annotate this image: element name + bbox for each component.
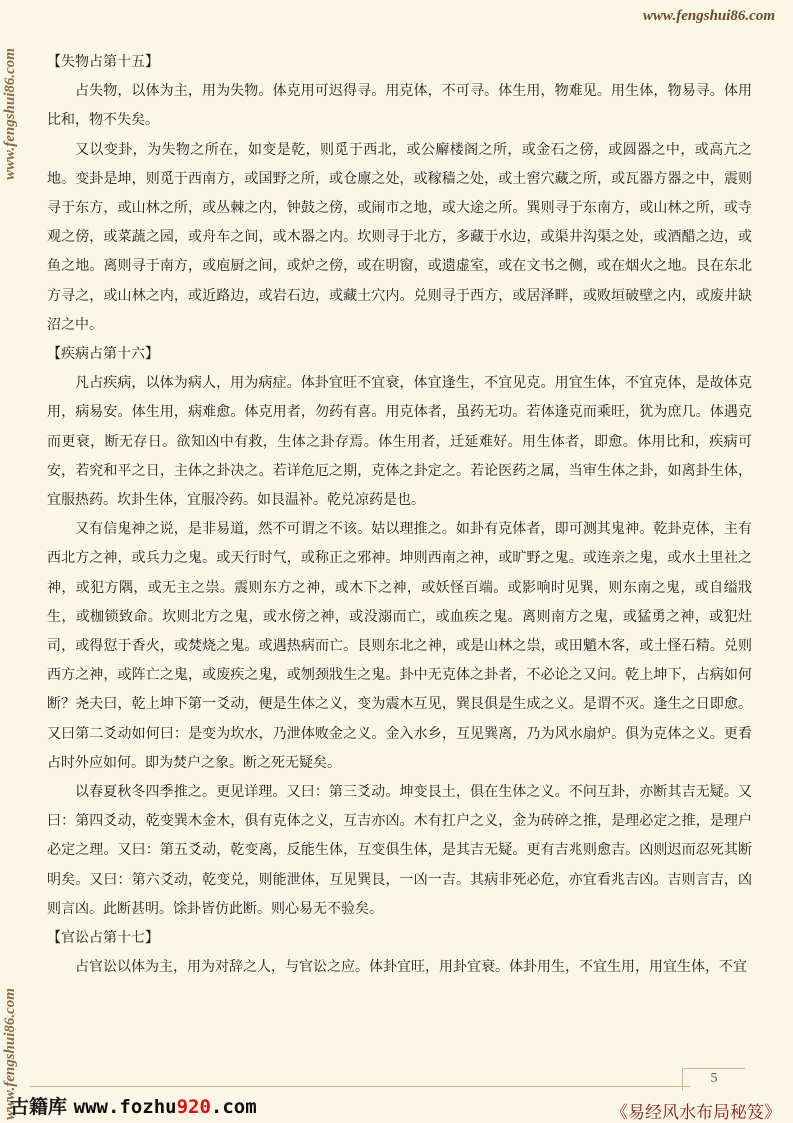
footer-brand-name: 古籍库: [10, 1096, 68, 1118]
paragraph: 占失物，以体为主，用为失物。体克用可迟得寻。用克体，不可寻。体生用，物难见。用生体，物易寻。体用比和，物不失矣。: [47, 83, 752, 129]
side-watermark-top: www.fengshui86.com: [2, 48, 18, 180]
document-body: [47, 48, 752, 983]
footer-divider: [30, 1086, 690, 1087]
page-number: 5: [682, 1068, 745, 1091]
paragraph: 占官讼以体为主，用为对辞之人，与官讼之应。体卦宜旺，用卦宜衰。体卦用生，不宜生用，用宜生体，不宜: [75, 959, 747, 976]
footer-book-title: 《易经风水布局秘笈》: [611, 1103, 781, 1123]
paragraph: 凡占疾病，以体为病人，用为病症。体卦宜旺不宜衰，体宜逢生，不宜见克。用宜生体，不宜克体，是故体克用，病易安。体生用，病难愈。体克用者，勿药有喜。用克体者，虽药无功。若体逢克而乘旺，犹为庶几。体遇克而更衰，断无存日。欲知凶中有救，生体之卦存焉。体生用者，迁延难好。用生体者，即愈。体用比和，疾病可安，若究和平之日，主体之卦决之。若详危厄之期，克体之卦定之。若论医药之属，当审生体之卦，如离卦生体，宜服热药。坎卦生体，宜服冷药。如艮温补。乾兑凉药是也。: [47, 375, 752, 509]
footer-brand[interactable]: [10, 1092, 257, 1119]
paragraph: 又以变卦，为失物之所在，如变是乾，则觅于西北，或公廨楼阁之所，或金石之傍，或圆器之中，或高亢之地。变卦是坤，则觅于西南方，或国野之所，或仓廪之处，或稼穑之处，或土窖穴藏之所，或瓦器方器之中，震则寻于东方，或山林之所，或丛棘之内，钟鼓之傍，或闹市之地，或大途之所。巽则寻于东南方，或山林之所，或寺观之傍，或菜蔬之园，或舟车之间，或木器之内。坎则寻于北方，多藏于水边，或渠井沟渠之处，或酒醋之边，或鱼之地。离则寻于南方，或庖厨之间，或炉之傍，或在明窗，或遗虚室，或在文书之侧，或在烟火之地。艮在东北方寻之，或山林之内，或近路边，或岩石边，或藏土穴内。兑则寻于西方，或居泽畔，或败垣破壁之内，或废井缺沼之中。: [47, 141, 752, 333]
paragraph: 以春夏秋冬四季推之。更见详理。又曰：第三爻动。坤变艮土，俱在生体之义。不问互卦，亦断其吉无疑。又曰：第四爻动，乾变巽木金木，俱有克体之义，互吉亦凶。木有扛户之义，金为砖碎之推，是理必定之推，是理户必定之理。又曰：第五爻动，乾变离，反能生体，互变俱生体，是其吉无疑。更有吉兆则愈吉。凶则迟而忍死其断明矣。又曰：第六爻动，乾变兑，则能泄体，互见巽艮，一凶一吉。其病非死必危，亦宜看兆吉凶。吉则言吉，凶则言凶。此断甚明。馀卦皆仿此断。则心易无不验矣。: [47, 784, 752, 917]
footer-brand-url[interactable]: www.fozhu920.com: [73, 1096, 257, 1118]
section-heading-illness: 【疾病占第十六】: [47, 346, 159, 363]
site-url-header: www.fengshui86.com: [643, 8, 775, 24]
paragraph: 又有信鬼神之说，是非易道，然不可谓之不该。姑以理推之。如卦有克体者，即可测其鬼神。乾卦克体，主有西北方之神，或兵力之鬼。或天行时气，或称正之邪神。坤则西南之神，或旷野之鬼。或连亲之鬼，或水土里社之神，或犯方隅，或无主之祟。震则东方之神，或木下之神，或妖怪百端。或影响时见巽，则东南之鬼，或自缢戕生，或枷锁致命。坎则北方之鬼，或水傍之神，或没溺而亡，或血疾之鬼。离则南方之鬼，或猛勇之神，或犯灶司，或得愆于香火，或焚烧之鬼。或遇热病而亡。艮则东北之神，或是山林之祟，或田魈木客，或土怪石精。兑则西方之神，或阵亡之鬼，或废疾之鬼，或刎颈戕生之鬼。卦中无克体之卦者，不必论之又问。乾上坤下，占病如何断？尧夫曰，乾上坤下第一爻动，便是生体之义，变为震木互见，巽艮俱是生成之义。是谓不灭。逢生之日即愈。又曰第二爻动如何曰：是变为坎水，乃泄体败金之义。金入水乡，互见巽离，乃为风水扇炉。俱为克体之义。更看占时外应如何。即为焚户之象。断之死无疑矣。: [47, 521, 752, 771]
section-heading-lost-items: 【失物占第十五】: [47, 54, 159, 70]
section-heading-lawsuit: 【官讼占第十七】: [47, 930, 159, 947]
side-watermark-bottom: www.fengshui86.com: [2, 988, 18, 1120]
